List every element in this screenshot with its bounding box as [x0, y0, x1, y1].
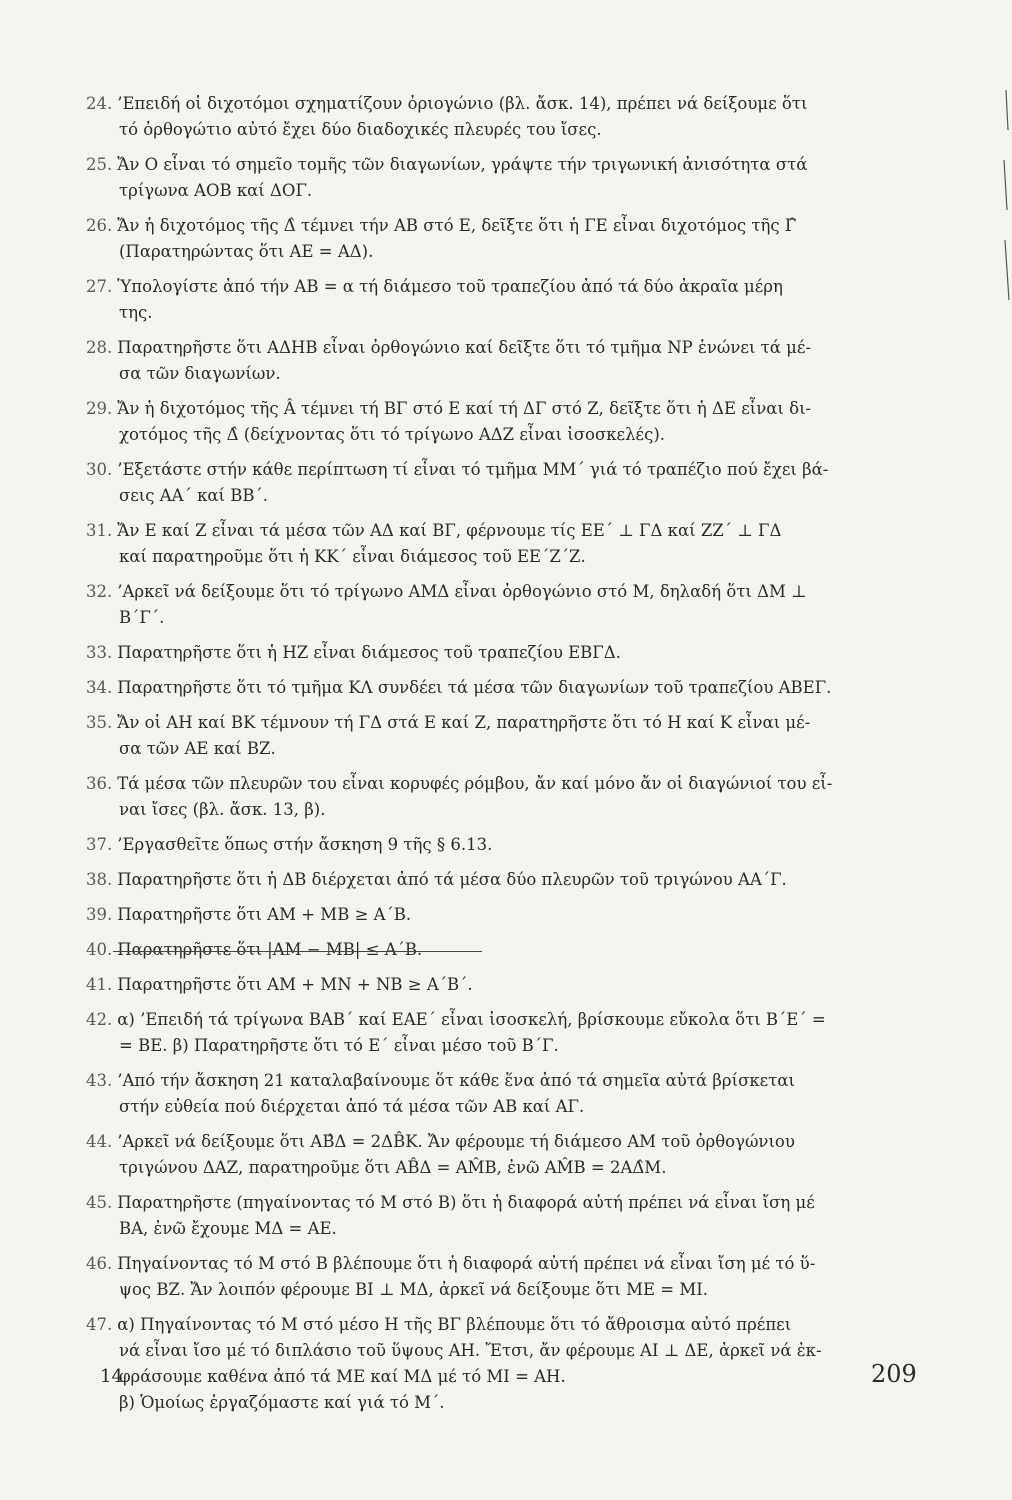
- exercise-text: της.: [119, 303, 153, 322]
- exercise-line: [86, 1007, 906, 1033]
- exercise-text: α) ’Επειδή τά τρίγωνα ΒΑΒ΄ καί ΕΑΕ΄ εἶναι ἰσοσκελή, βρίσκουμε εὔκολα ὅτι Β΄Ε΄ =: [117, 1010, 826, 1029]
- exercise-number: 29.: [86, 399, 113, 418]
- exercise-text: Ἄν Ο εἶναι τό σημεῖο τομῆς τῶν διαγωνίων, γράψτε τήν τριγωνική ἀνισότητα στά: [117, 155, 808, 174]
- exercise-text: Τά μέσα τῶν πλευρῶν του εἶναι κορυφές ρόμβου, ἄν καί μόνο ἄν οἱ διαγώνιοί του εἶ-: [117, 774, 833, 793]
- exercise-item: [86, 867, 906, 893]
- exercise-text: Ἄν ἡ διχοτόμος τῆς Δ̂ τέμνει τήν ΑΒ στό Ε, δεῖξτε ὅτι ἡ ΓΕ εἶναι διχοτόμος τῆς Γ̂: [117, 216, 797, 235]
- exercise-line: [86, 422, 906, 448]
- exercise-line: [86, 867, 906, 893]
- exercise-item: [86, 1129, 906, 1181]
- exercise-line: [86, 544, 906, 570]
- exercise-number: 47.: [86, 1315, 113, 1334]
- exercise-line: [86, 1129, 906, 1155]
- exercise-number: 27.: [86, 277, 113, 296]
- exercise-text: ’Εξετάστε στήν κάθε περίπτωση τί εἶναι τό τμῆμα ΜΜ΄ γιά τό τραπέζιο πού ἔχει βά-: [117, 460, 829, 479]
- exercise-text: Παρατηρῆστε (πηγαίνοντας τό Μ στό Β) ὅτι ἡ διαφορά αὐτή πρέπει νά εἶναι ἴση μέ: [117, 1193, 815, 1212]
- exercise-text: Παρατηρῆστε ὅτι ΑΜ + ΜΒ ≥ Α΄Β.: [117, 905, 412, 924]
- exercise-line: [86, 483, 906, 509]
- exercise-number: 39.: [86, 905, 113, 924]
- exercise-item: [86, 213, 906, 265]
- exercise-line: [86, 579, 906, 605]
- page-number: 209: [871, 1360, 917, 1388]
- exercise-number: 46.: [86, 1254, 113, 1273]
- exercise-number: 41.: [86, 975, 113, 994]
- exercise-number: 43.: [86, 1071, 113, 1090]
- exercise-text: τό ὀρθογώτιο αὐτό ἔχει δύο διαδοχικές πλευρές του ἴσες.: [119, 120, 602, 139]
- exercise-line: [86, 91, 906, 117]
- exercise-line: [86, 675, 906, 701]
- exercise-text: σεις ΑΑ΄ καί ΒΒ΄.: [119, 486, 269, 505]
- exercise-line: [86, 361, 906, 387]
- exercise-text: τρίγωνα ΑΟΒ καί ΔΟΓ.: [119, 181, 313, 200]
- exercise-item: [86, 152, 906, 204]
- exercise-text: Ἄν Ε καί Ζ εἶναι τά μέσα τῶν ΑΔ καί ΒΓ, φέρνουμε τίς ΕΕ΄ ⊥ ΓΔ καί ΖΖ΄ ⊥ ΓΔ: [117, 521, 782, 540]
- exercise-line: [86, 300, 906, 326]
- exercise-text: σα τῶν διαγωνίων.: [119, 364, 281, 383]
- exercise-line: [86, 640, 906, 666]
- exercise-item: [86, 91, 906, 143]
- exercise-text: ναι ἴσες (βλ. ἄσκ. 13, β).: [119, 800, 326, 819]
- exercise-line: [86, 1216, 906, 1242]
- exercise-item: [86, 710, 906, 762]
- exercise-item: [86, 937, 906, 963]
- exercise-item: [86, 274, 906, 326]
- exercise-item: [86, 832, 906, 858]
- exercise-item: [86, 457, 906, 509]
- exercise-text: Ἄν οἱ ΑΗ καί ΒΚ τέμνουν τή ΓΔ στά Ε καί Ζ, παρατηρῆστε ὅτι τό Η καί Κ εἶναι μέ-: [117, 713, 811, 732]
- exercise-line: [86, 710, 906, 736]
- exercise-item: [86, 1251, 906, 1303]
- exercise-text: ’Από τήν ἄσκηση 21 καταλαβαίνουμε ὅτ κάθε ἕνα ἀπό τά σημεῖα αὐτά βρίσκεται: [117, 1071, 795, 1090]
- exercise-line: [86, 605, 906, 631]
- exercise-line: [86, 1068, 906, 1094]
- exercise-text: Παρατηρῆστε ὅτι τό τμῆμα ΚΛ συνδέει τά μέσα τῶν διαγωνίων τοῦ τραπεζίου ΑΒΕΓ.: [117, 678, 832, 697]
- exercise-number: 28.: [86, 338, 113, 357]
- exercise-text: ’Εργασθεῖτε ὅπως στήν ἄσκηση 9 τῆς § 6.13.: [117, 835, 493, 854]
- exercise-item: [86, 972, 906, 998]
- exercise-line: [86, 771, 906, 797]
- exercise-number: 33.: [86, 643, 113, 662]
- exercise-line: [86, 1190, 906, 1216]
- exercise-number: 24.: [86, 94, 113, 113]
- exercise-item: [86, 902, 906, 928]
- exercise-hints-list: [86, 91, 906, 1425]
- exercise-text: φράσουμε καθένα ἀπό τά ΜΕ καί ΜΔ μέ τό ΜΙ = ΑΗ.: [119, 1367, 566, 1386]
- exercise-line: [86, 178, 906, 204]
- binding-edge-marks: [998, 70, 1012, 350]
- exercise-line: [86, 1390, 906, 1416]
- exercise-line: [86, 1251, 906, 1277]
- exercise-line: [86, 902, 906, 928]
- exercise-number: 25.: [86, 155, 113, 174]
- exercise-number: 45.: [86, 1193, 113, 1212]
- exercise-line: [86, 1364, 906, 1390]
- exercise-text: Παρατηρῆστε ὅτι ἡ ΗΖ εἶναι διάμεσος τοῦ τραπεζίου ΕΒΓΔ.: [117, 643, 621, 662]
- exercise-line: [86, 117, 906, 143]
- exercise-line: [86, 1155, 906, 1181]
- exercise-line: [86, 1312, 906, 1338]
- exercise-line: [86, 1338, 906, 1364]
- exercise-text: Παρατηρῆστε ὅτι ΑΔΗΒ εἶναι ὀρθογώνιο καί δεῖξτε ὅτι τό τμῆμα ΝΡ ἑνώνει τά μέ-: [117, 338, 812, 357]
- exercise-text: (Παρατηρώντας ὅτι ΑΕ = ΑΔ).: [119, 242, 374, 261]
- exercise-item: [86, 640, 906, 666]
- exercise-item: [86, 771, 906, 823]
- exercise-text: α) Πηγαίνοντας τό Μ στό μέσο Η τῆς ΒΓ βλέπουμε ὅτι τό ἄθροισμα αὐτό πρέπει: [117, 1315, 792, 1334]
- exercise-line: [86, 457, 906, 483]
- exercise-text: ’Επειδή οἱ διχοτόμοι σχηματίζουν ὀριογώνιο (βλ. ἄσκ. 14), πρέπει νά δείξουμε ὅτι: [117, 94, 808, 113]
- exercise-line: [86, 832, 906, 858]
- exercise-item: [86, 1068, 906, 1120]
- exercise-text: Ὑπολογίστε ἀπό τήν ΑΒ = α τή διάμεσο τοῦ τραπεζίου ἀπό τά δύο ἀκραῖα μέρη: [117, 277, 783, 296]
- exercise-text: καί παρατηροῦμε ὅτι ἡ ΚΚ΄ εἶναι διάμεσος τοῦ ΕΕ΄Ζ΄Ζ.: [119, 547, 586, 566]
- exercise-line: [86, 518, 906, 544]
- exercise-text: Ἄν ἡ διχοτόμος τῆς Â τέμνει τή ΒΓ στό Ε καί τή ΔΓ στό Ζ, δεῖξτε ὅτι ἡ ΔΕ εἶναι δι-: [117, 399, 812, 418]
- exercise-number: 31.: [86, 521, 113, 540]
- exercise-item: [86, 579, 906, 631]
- exercise-number: 30.: [86, 460, 113, 479]
- exercise-line: [86, 239, 906, 265]
- exercise-line: [86, 396, 906, 422]
- exercise-item: [86, 335, 906, 387]
- exercise-number: 36.: [86, 774, 113, 793]
- exercise-text: Παρατηρῆστε ὅτι ἡ ΔΒ διέρχεται ἀπό τά μέσα δύο πλευρῶν τοῦ τριγώνου ΑΑ΄Γ.: [117, 870, 787, 889]
- exercise-number: 37.: [86, 835, 113, 854]
- exercise-line: [86, 1094, 906, 1120]
- exercise-item: [86, 1312, 906, 1416]
- exercise-text: Πηγαίνοντας τό Μ στό Β βλέπουμε ὅτι ἡ διαφορά αὐτή πρέπει νά εἶναι ἴση μέ τό ὕ-: [117, 1254, 816, 1273]
- exercise-item: [86, 396, 906, 448]
- exercise-text: Παρατηρῆστε ὅτι ΑΜ + ΜΝ + ΝΒ ≥ Α΄Β΄.: [117, 975, 473, 994]
- exercise-item: [86, 1007, 906, 1059]
- exercise-line: [86, 152, 906, 178]
- exercise-text: ’Αρκεῖ νά δείξουμε ὅτι τό τρίγωνο ΑΜΔ εἶναι ὀρθογώνιο στό Μ, δηλαδή ὅτι ΔΜ ⊥: [117, 582, 807, 601]
- exercise-text: Παρατηρῆστε ὅτι |ΑΜ − ΜΒ| ≤ Α΄Β.: [117, 937, 422, 963]
- exercise-number: 44.: [86, 1132, 113, 1151]
- printer-signature-mark: 14: [100, 1366, 123, 1387]
- exercise-text: ’Αρκεῖ νά δείξουμε ὅτι ΑΒ̂Δ = 2ΔB̂Κ. Ἄν φέρουμε τή διάμεσο ΑΜ τοῦ ὀρθογώνιου: [117, 1132, 795, 1151]
- exercise-text: = ΒΕ. β) Παρατηρῆστε ὅτι τό Ε΄ εἶναι μέσο τοῦ Β΄Γ.: [119, 1036, 559, 1055]
- exercise-number: 34.: [86, 678, 113, 697]
- exercise-number: 32.: [86, 582, 113, 601]
- exercise-line: [86, 972, 906, 998]
- exercise-line: [86, 736, 906, 762]
- exercise-number: 26.: [86, 216, 113, 235]
- exercise-text: σα τῶν ΑΕ καί ΒΖ.: [119, 739, 276, 758]
- exercise-number: 40.: [86, 940, 113, 959]
- exercise-text: χοτόμος τῆς Δ̂ (δείχνοντας ὅτι τό τρίγωνο ΑΔΖ εἶναι ἰσοσκελές).: [119, 425, 666, 444]
- exercise-text: Β΄Γ΄.: [119, 608, 165, 627]
- exercise-text: νά εἶναι ἴσο μέ τό διπλάσιο τοῦ ὕψους ΑΗ. Ἔτσι, ἄν φέρουμε ΑΙ ⊥ ΔΕ, ἀρκεῖ νά ἐκ-: [119, 1341, 822, 1360]
- exercise-line: [86, 937, 906, 963]
- exercise-item: [86, 675, 906, 701]
- exercise-number: 38.: [86, 870, 113, 889]
- exercise-line: [86, 213, 906, 239]
- exercise-item: [86, 1190, 906, 1242]
- exercise-text: ΒΑ, ἐνῶ ἔχουμε ΜΔ = ΑΕ.: [119, 1219, 337, 1238]
- exercise-text: στήν εὐθεία πού διέρχεται ἀπό τά μέσα τῶν ΑΒ καί ΑΓ.: [119, 1097, 585, 1116]
- exercise-line: [86, 1277, 906, 1303]
- exercise-text: τριγώνου ΔΑΖ, παρατηροῦμε ὅτι ΑB̂Δ = ΑM̂Β, ἐνῶ ΑM̂Β = 2ΑΔ̂Μ.: [119, 1158, 667, 1177]
- exercise-number: 42.: [86, 1010, 113, 1029]
- exercise-line: [86, 1033, 906, 1059]
- exercise-text: β) Ὁμοίως ἐργαζόμαστε καί γιά τό Μ΄.: [119, 1393, 445, 1412]
- exercise-line: [86, 274, 906, 300]
- exercise-line: [86, 797, 906, 823]
- exercise-number: 35.: [86, 713, 113, 732]
- exercise-item: [86, 518, 906, 570]
- exercise-line: [86, 335, 906, 361]
- exercise-text: ψος ΒΖ. Ἄν λοιπόν φέρουμε ΒΙ ⊥ ΜΔ, ἀρκεῖ νά δείξουμε ὅτι ΜΕ = ΜΙ.: [119, 1280, 709, 1299]
